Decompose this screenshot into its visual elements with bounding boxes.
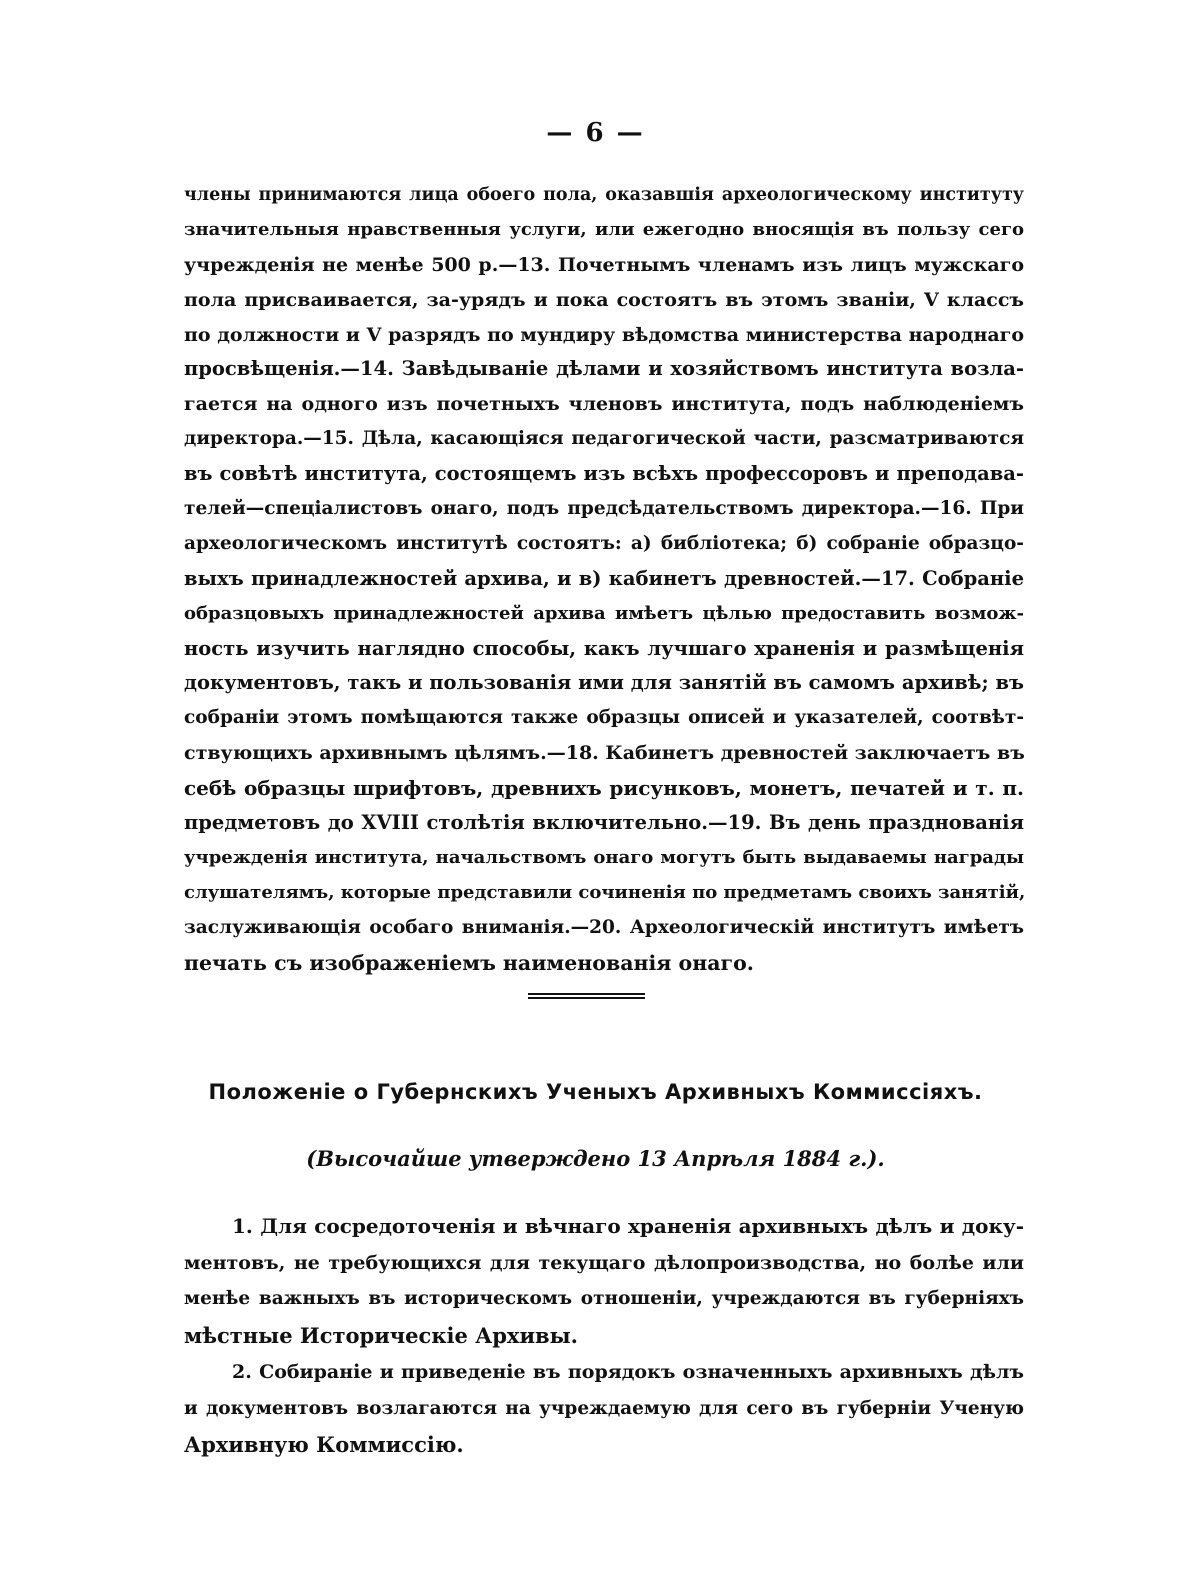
text-line: въ совѣтѣ института, состоящемъ изъ всѣхъ профессоровъ и преподава-: [184, 462, 1024, 486]
text-line: ствующихъ архивнымъ цѣлямъ.—18. Кабинетъ древностей заключаетъ въ: [184, 742, 1025, 765]
text-line: директора.—15. Дѣла, касающіяся педагогической части, разсматриваются: [184, 428, 1024, 450]
paragraph-2-line: и документовъ возлагаются на учреждаемую для сего въ губерніи Ученую: [184, 1397, 1024, 1419]
paragraph-1-line: менѣе важныхъ въ историческомъ отношеніи, учреждаются въ губерніяхъ: [184, 1288, 1024, 1309]
page-number: — 6 —: [546, 118, 645, 148]
charter-text-block: [184, 178, 1024, 980]
text-line: образцовыхъ принадлежностей архива имѣетъ цѣлью предоставить возмож-: [184, 602, 1024, 624]
text-line: предметовъ до XVIII столѣтія включительно.—19. Въ день празднованія: [184, 811, 1024, 835]
text-line: ность изучить наглядно способы, какъ лучшаго храненія и размѣщенія: [184, 636, 1024, 660]
text-line: члены принимаются лица обоего пола, оказавшія археологическому институту: [184, 185, 1024, 205]
approval-note: (Высочайше утверждено 13 Апрѣля 1884 г.).: [306, 1146, 885, 1171]
text-line: печать съ изображеніемъ наименованія онаго.: [184, 950, 754, 975]
text-line: себѣ образцы шрифтовъ, древнихъ рисунковъ, монетъ, печатей и т. п.: [184, 776, 1024, 801]
text-line: археологическомъ институтѣ состоятъ: а) библіотека; б) собраніе образцо-: [184, 532, 1024, 554]
paragraph-2-line: Архивную Коммиссію.: [184, 1432, 464, 1457]
text-line: значительныя нравственныя услуги, или ежегодно вносящія въ пользу сего: [184, 218, 1024, 240]
text-line: документовъ, такъ и пользованія ими для занятій въ самомъ архивѣ; въ: [184, 671, 1024, 695]
paragraph-1-line: ментовъ, не требующихся для текущаго дѣлопроизводства, но болѣе или: [184, 1251, 1024, 1274]
paragraph-2-line: 2. Собираніе и приведеніе въ порядокъ означенныхъ архивныхъ дѣлъ: [232, 1361, 1024, 1383]
text-line: телей—спеціалистовъ онаго, подъ предсѣдательствомъ директора.—16. При: [184, 498, 1024, 520]
text-line: собраніи этомъ помѣщаются также образцы описей и указателей, соотвѣт-: [184, 707, 1024, 729]
text-line: просвѣщенія.—14. Завѣдываніе дѣлами и хозяйствомъ института возла-: [184, 357, 1024, 381]
text-line: заслуживающія особаго вниманія.—20. Археологическій институтъ имѣетъ: [184, 916, 1024, 938]
text-line: слушателямъ, которые представили сочиненія по предметамъ своихъ занятій,: [184, 881, 1026, 903]
text-line: выхъ принадлежностей архива, и в) кабинетъ древностей.—17. Собраніе: [184, 566, 1024, 590]
text-line: гается на одного изъ почетныхъ членовъ института, подъ наблюденіемъ: [184, 393, 1024, 416]
paragraph-1-line: мѣстные Историческіе Архивы.: [184, 1322, 578, 1348]
section-divider: [528, 993, 645, 999]
paragraph-1-line: 1. Для сосредоточенія и вѣчнаго храненія архивныхъ дѣлъ и доку-: [232, 1214, 1024, 1238]
text-line: пола присваивается, за-урядъ и пока состоятъ въ этомъ званіи, V классъ: [184, 288, 1024, 311]
section-title: Положеніе о Губернскихъ Ученыхъ Архивныхъ Коммиссіяхъ.: [208, 1080, 983, 1104]
text-line: по должности и V разрядъ по мундиру вѣдомства министерства народнаго: [184, 323, 1024, 346]
text-line: учрежденія института, начальствомъ онаго могутъ быть выдаваемы награды: [184, 846, 1024, 868]
text-line: учрежденія не менѣе 500 р.—13. Почетнымъ членамъ изъ лицъ мужскаго: [184, 253, 1024, 276]
regulation-text-block: [184, 1208, 1024, 1464]
